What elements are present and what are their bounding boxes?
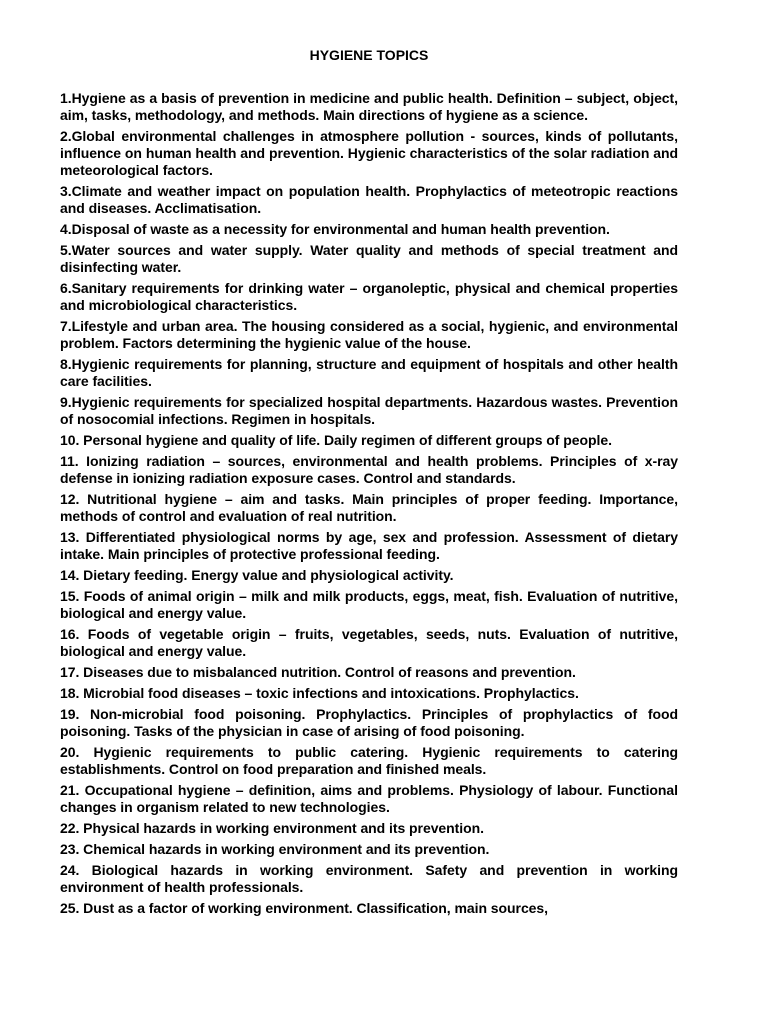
topic-item: 24. Biological hazards in working environment. Safety and prevention in working environment of health professionals. — [60, 862, 678, 895]
topic-item: 11. Ionizing radiation – sources, environmental and health problems. Principles of x-ray defense in ionizing radiation exposure cases. Control and standards. — [60, 453, 678, 486]
topic-item: 4.Disposal of waste as a necessity for environmental and human health prevention. — [60, 221, 610, 237]
topic-item: 18. Microbial food diseases – toxic infections and intoxications. Prophylactics. — [60, 685, 579, 701]
topic-item: 2.Global environmental challenges in atmosphere pollution - sources, kinds of pollutants, influence on human health and prevention. Hygienic characteristics of the solar radiation and meteorological factors. — [60, 128, 678, 178]
topic-item: 22. Physical hazards in working environment and its prevention. — [60, 820, 484, 836]
topic-item: 13. Differentiated physiological norms by age, sex and profession. Assessment of dietary intake. Main principles of protective professional feeding. — [60, 529, 678, 562]
document-page — [60, 46, 678, 921]
document-title: HYGIENE TOPICS — [309, 47, 429, 63]
topic-item: 6.Sanitary requirements for drinking water – organoleptic, physical and chemical properties and microbiological characteristics. — [60, 280, 678, 313]
topic-item: 8.Hygienic requirements for planning, structure and equipment of hospitals and other health care facilities. — [60, 356, 678, 389]
topic-item: 16. Foods of vegetable origin – fruits, vegetables, seeds, nuts. Evaluation of nutritive, biological and energy value. — [60, 626, 678, 659]
topic-item: 14. Dietary feeding. Energy value and physiological activity. — [60, 567, 454, 583]
topic-item: 19. Non-microbial food poisoning. Prophylactics. Principles of prophylactics of food poisoning. Tasks of the physician in case of arising of food poisoning. — [60, 706, 678, 739]
topic-item: 7.Lifestyle and urban area. The housing considered as a social, hygienic, and environmental problem. Factors determining the hygienic value of the house. — [60, 318, 678, 351]
topic-item: 12. Nutritional hygiene – aim and tasks. Main principles of proper feeding. Importance, methods of control and evaluation of real nutrition. — [60, 491, 678, 524]
topic-item: 9.Hygienic requirements for specialized hospital departments. Hazardous wastes. Prevention of nosocomial infections. Regimen in hospitals. — [60, 394, 678, 427]
topic-item: 15. Foods of animal origin – milk and milk products, eggs, meat, fish. Evaluation of nutritive, biological and energy value. — [60, 588, 678, 621]
topic-item: 5.Water sources and water supply. Water quality and methods of special treatment and disinfecting water. — [60, 242, 678, 275]
topic-item: 25. Dust as a factor of working environment. Classification, main sources, — [60, 900, 548, 916]
topic-item: 3.Climate and weather impact on population health. Prophylactics of meteotropic reactions and diseases. Acclimatisation. — [60, 183, 678, 216]
topic-item: 23. Chemical hazards in working environment and its prevention. — [60, 841, 490, 857]
topic-list — [60, 90, 678, 917]
topic-item: 20. Hygienic requirements to public catering. Hygienic requirements to catering establishments. Control on food preparation and finished meals. — [60, 744, 678, 777]
topic-item: 10. Personal hygiene and quality of life. Daily regimen of different groups of people. — [60, 432, 612, 448]
topic-item: 17. Diseases due to misbalanced nutrition. Control of reasons and prevention. — [60, 664, 576, 680]
topic-item: 1.Hygiene as a basis of prevention in medicine and public health. Definition – subject, object, aim, tasks, methodology, and methods. Main directions of hygiene as a science. — [60, 90, 678, 123]
topic-item: 21. Occupational hygiene – definition, aims and problems. Physiology of labour. Functional changes in organism related to new technologies. — [60, 782, 678, 815]
